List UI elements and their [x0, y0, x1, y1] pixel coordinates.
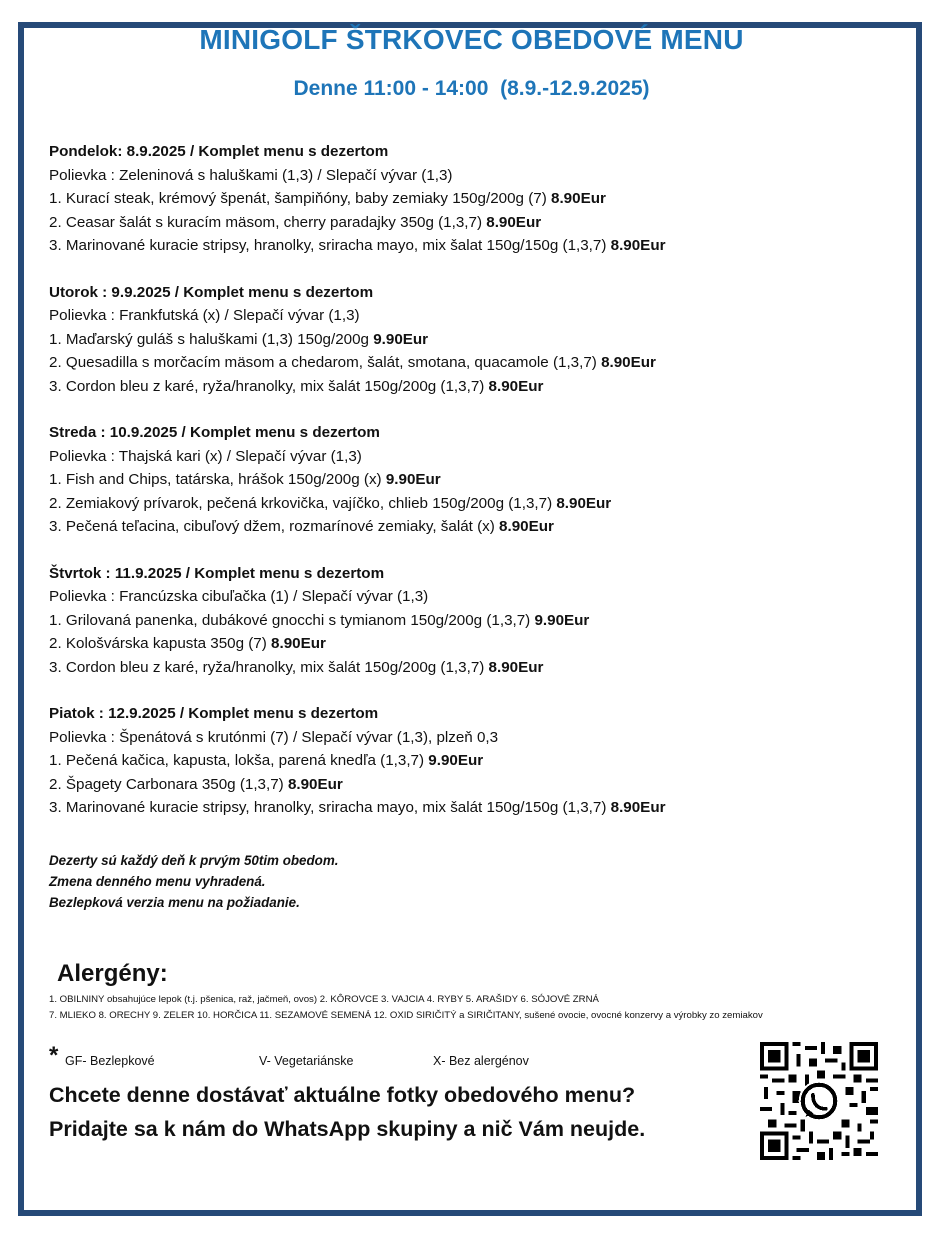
menu-title: MINIGOLF ŠTRKOVEC OBEDOVÉ MENU: [199, 24, 744, 55]
diet-legend: [49, 1042, 569, 1072]
dish-price: 9.90Eur: [373, 330, 429, 348]
whatsapp-cta: [49, 1078, 645, 1146]
dish-line: [49, 187, 869, 211]
dish-text: 1. Pečená kačica, kapusta, lokša, parená knedľa (1,3,7): [49, 752, 429, 769]
legend-allergen-free: X- Bez alergénov: [433, 1054, 529, 1068]
whatsapp-qr-code-icon[interactable]: [760, 1042, 878, 1160]
day-wednesday: [49, 421, 869, 539]
legend-vegetarian: V- Vegetariánske: [259, 1054, 354, 1068]
day-monday: [49, 140, 869, 258]
soup-line: Polievka : Špenátová s krutónmi (7) / Slepačí vývar (1,3), plzeň 0,3: [49, 728, 499, 746]
dish-line: [49, 656, 869, 680]
allergens-line: 7. MLIEKO 8. ORECHY 9. ZELER 10. HORČICA 11. SEZAMOVÉ SEMENÁ 12. OXID SIRIČITÝ a SIRIČITANY, sušené ovocie, ovocné konzervy a výrobky zo zemiakov: [49, 1009, 763, 1021]
day-heading: Utorok : 9.9.2025 / Komplet menu s dezertom: [49, 283, 374, 301]
daily-menus: [49, 140, 869, 843]
dish-line: [49, 632, 869, 656]
dish-text: 2. Zemiakový prívarok, pečená krkovička, vajíčko, chlieb 150g/200g (1,3,7): [49, 494, 557, 512]
dish-price: 8.90Eur: [287, 775, 343, 793]
cta-line: Pridajte sa k nám do WhatsApp skupiny a nič Vám neujde.: [49, 1117, 646, 1141]
dish-text: 2. Quesadilla s morčacím mäsom a chedarom, šalát, smotana, quacamole (1,3,7): [49, 354, 602, 371]
dish-line: [49, 375, 869, 399]
dish-price: 8.90Eur: [610, 237, 666, 254]
dish-line: [49, 234, 869, 258]
day-thursday: [49, 562, 869, 680]
dish-text: 1. Grilovaná panenka, dubákové gnocchi s tymianom 150g/200g (1,3,7): [49, 611, 535, 629]
dish-text: 3. Cordon bleu z karé, ryža/hranolky, mix šalát 150g/200g (1,3,7): [49, 377, 489, 395]
legend-gluten-free: GF- Bezlepkové: [65, 1054, 155, 1068]
dish-line: [49, 749, 869, 773]
dish-text: 1. Maďarský guláš s haluškami (1,3) 150g/200g: [49, 330, 374, 348]
dish-price: 8.90Eur: [488, 658, 544, 676]
dish-price: 9.90Eur: [428, 752, 484, 769]
dish-price: 8.90Eur: [488, 377, 544, 395]
day-friday: [49, 702, 869, 820]
dish-line: [49, 796, 869, 820]
dish-text: 2. Kološvárska kapusta 350g (7): [49, 635, 272, 652]
dish-text: 3. Pečená teľacina, cibuľový džem, rozmarínové zemiaky, šalát (x): [49, 518, 500, 535]
asterisk-mark: *: [49, 1042, 59, 1069]
day-heading: Pondelok: 8.9.2025 / Komplet menu s dezertom: [49, 143, 389, 160]
dish-line: [49, 609, 869, 633]
allergens-line: 1. OBILNINY obsahujúce lepok (t.j. pšenica, raž, jačmeň, ovos) 2. KÔROVCE 3. VAJCIA 4. RYBY 5. ARAŠIDY 6. SÓJOVÉ ZRNÁ: [49, 994, 599, 1005]
dish-price: 8.90Eur: [601, 354, 656, 371]
day-heading: Piatok : 12.9.2025 / Komplet menu s dezertom: [49, 705, 379, 722]
dish-text: 2. Ceasar šalát s kuracím mäsom, cherry paradajky 350g (1,3,7): [49, 213, 487, 231]
dish-line: [49, 468, 869, 492]
dish-line: [49, 492, 869, 516]
dish-line: [49, 773, 869, 797]
menu-notes: [49, 850, 338, 913]
dish-price: 9.90Eur: [385, 471, 441, 488]
dish-text: 3. Marinované kuracie stripsy, hranolky, sriracha mayo, mix šalát 150g/150g (1,3,7): [49, 799, 611, 816]
dish-price: 8.90Eur: [271, 635, 326, 652]
dish-text: 1. Kurací steak, krémový špenát, šampiňóny, baby zemiaky 150g/200g (7): [49, 190, 552, 207]
cta-line: Chcete denne dostávať aktuálne fotky obedového menu?: [49, 1083, 636, 1107]
allergens-title: Alergény:: [57, 960, 168, 987]
soup-line: Polievka : Francúzska cibuľačka (1) / Slepačí vývar (1,3): [49, 588, 429, 605]
allergens-list: [49, 992, 839, 1023]
dish-price: 8.90Eur: [486, 213, 542, 231]
day-heading: Štvrtok : 11.9.2025 / Komplet menu s dezertom: [49, 564, 385, 582]
dish-text: 3. Marinované kuracie stripsy, hranolky, sriracha mayo, mix šalat 150g/150g (1,3,7): [49, 237, 611, 254]
dish-text: 2. Špagety Carbonara 350g (1,3,7): [49, 775, 288, 793]
dish-price: 8.90Eur: [610, 799, 666, 816]
dish-line: [49, 211, 869, 235]
dish-text: 3. Cordon bleu z karé, ryža/hranolky, mix šalát 150g/200g (1,3,7): [49, 658, 489, 676]
note-desserts: Dezerty sú každý deň k prvým 50tim obedom.: [49, 853, 339, 868]
soup-line: Polievka : Thajská kari (x) / Slepačí vývar (1,3): [49, 447, 362, 465]
day-tuesday: [49, 281, 869, 399]
dish-line: [49, 351, 869, 375]
note-changes: Zmena denného menu vyhradená.: [49, 874, 266, 889]
menu-subtitle: Denne 11:00 - 14:00 (8.9.-12.9.2025): [293, 77, 650, 100]
soup-line: Polievka : Frankfutská (x) / Slepačí vývar (1,3): [49, 307, 360, 324]
dish-price: 8.90Eur: [551, 190, 606, 207]
day-heading: Streda : 10.9.2025 / Komplet menu s dezertom: [49, 424, 380, 441]
dish-price: 8.90Eur: [499, 518, 554, 535]
soup-line: Polievka : Zeleninová s haluškami (1,3) / Slepačí vývar (1,3): [49, 166, 453, 184]
dish-price: 8.90Eur: [556, 494, 612, 512]
dish-price: 9.90Eur: [534, 611, 590, 629]
dish-text: 1. Fish and Chips, tatárska, hrášok 150g/200g (x): [49, 471, 386, 488]
dish-line: [49, 328, 869, 352]
dish-line: [49, 515, 869, 539]
note-gluten-free: Bezlepková verzia menu na požiadanie.: [49, 895, 300, 910]
